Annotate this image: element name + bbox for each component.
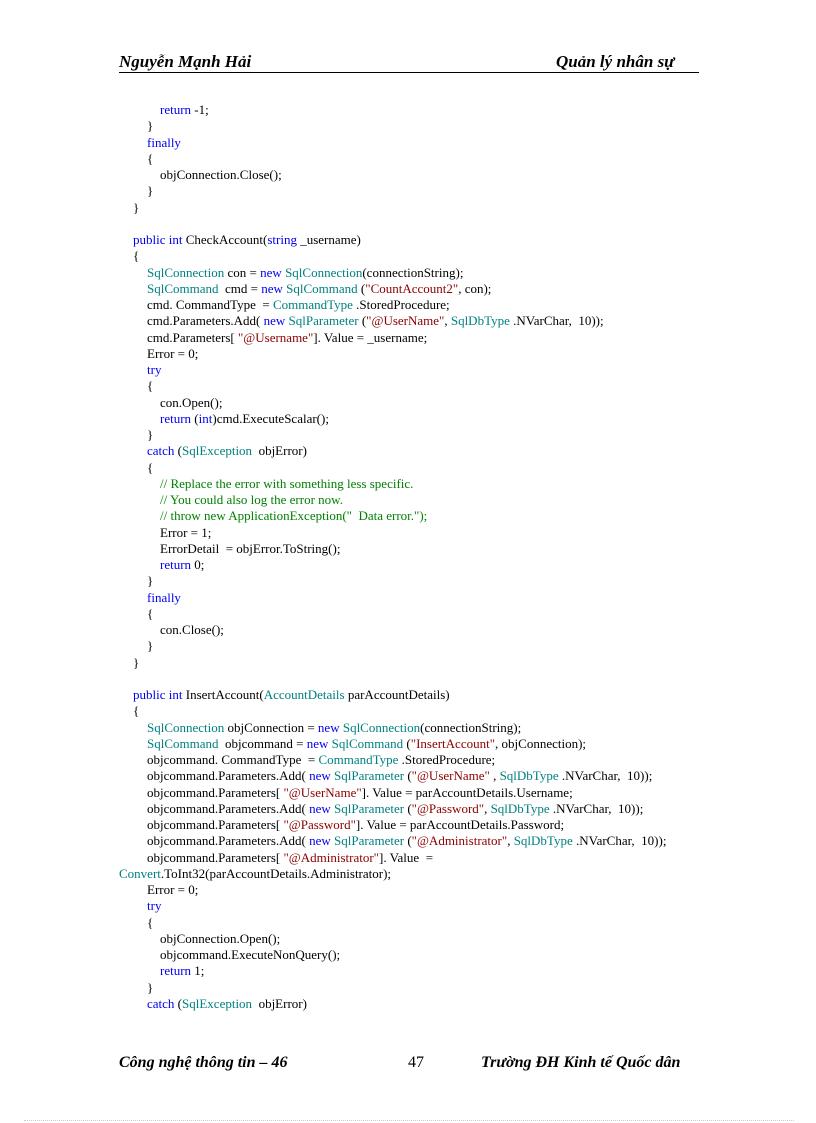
code-line bbox=[147, 313, 604, 329]
code-token: SqlException bbox=[182, 996, 253, 1011]
code-token: SqlDbType bbox=[499, 768, 559, 783]
code-token: SqlParameter bbox=[334, 801, 405, 816]
code-token: // You could also log the error now. bbox=[160, 492, 343, 507]
code-token: 0; bbox=[191, 557, 205, 572]
footer-right: Trường ĐH Kinh tế Quốc dân bbox=[481, 1054, 681, 1071]
code-line bbox=[147, 606, 153, 622]
code-token: objError) bbox=[252, 443, 307, 458]
code-line bbox=[147, 850, 433, 866]
code-line bbox=[147, 768, 652, 784]
code-token: .NVarChar, 10)); bbox=[549, 801, 644, 816]
code-token: objcommand.Parameters[ bbox=[147, 850, 284, 865]
code-line bbox=[147, 736, 586, 752]
code-token: ( bbox=[404, 768, 412, 783]
code-line bbox=[147, 135, 181, 151]
code-token: int bbox=[198, 411, 213, 426]
code-token: "@UserName" bbox=[366, 313, 445, 328]
code-token: SqlConnection bbox=[285, 265, 363, 280]
code-line bbox=[147, 638, 153, 654]
code-token: catch bbox=[147, 996, 175, 1011]
code-token: } bbox=[147, 427, 154, 442]
code-token: "@Administrator" bbox=[411, 833, 508, 848]
code-token: objError) bbox=[252, 996, 307, 1011]
code-token: "@Password" bbox=[283, 817, 356, 832]
code-line bbox=[147, 151, 153, 167]
code-token: SqlConnection bbox=[342, 720, 421, 735]
code-line bbox=[147, 265, 463, 281]
code-token: objConnection.Open(); bbox=[160, 931, 281, 946]
code-token: objcommand.Parameters.Add( bbox=[147, 801, 310, 816]
header-rule bbox=[119, 72, 699, 73]
code-line bbox=[147, 590, 181, 606]
code-token: objcommand.ExecuteNonQuery(); bbox=[160, 947, 341, 962]
code-line bbox=[147, 801, 643, 817]
code-token: , objConnection); bbox=[495, 736, 587, 751]
code-token: Convert bbox=[119, 866, 161, 881]
code-token: cmd.Parameters.Add( bbox=[147, 313, 264, 328]
code-token: SqlException bbox=[182, 443, 253, 458]
code-token: finally bbox=[147, 590, 181, 605]
code-token: .StoredProcedure; bbox=[398, 752, 496, 767]
code-token: InsertAccount( bbox=[182, 687, 264, 702]
code-token: finally bbox=[147, 135, 181, 150]
code-line bbox=[147, 297, 450, 313]
code-line bbox=[160, 102, 209, 118]
code-line bbox=[147, 362, 161, 378]
code-token: SqlParameter bbox=[334, 833, 405, 848]
code-token: { bbox=[133, 703, 140, 718]
code-token: "InsertAccount" bbox=[410, 736, 496, 751]
code-line bbox=[160, 476, 413, 492]
code-token: { bbox=[147, 606, 154, 621]
code-token: { bbox=[133, 248, 140, 263]
code-token: cmd = bbox=[218, 281, 262, 296]
code-token: new bbox=[261, 281, 283, 296]
code-token: int bbox=[168, 232, 183, 247]
code-line bbox=[147, 118, 153, 134]
code-token: ]. Value = _username; bbox=[313, 330, 428, 345]
code-token: AccountDetails bbox=[263, 687, 345, 702]
code-line bbox=[147, 330, 427, 346]
code-token: "@Administrator" bbox=[283, 850, 379, 865]
code-token: ( bbox=[404, 801, 412, 816]
code-token: ErrorDetail = objError.ToString(); bbox=[160, 541, 341, 556]
code-token: { bbox=[147, 460, 154, 475]
code-line bbox=[147, 443, 307, 459]
code-token: objcommand.Parameters[ bbox=[147, 785, 284, 800]
code-token: CommandType bbox=[318, 752, 399, 767]
code-token: ( bbox=[174, 443, 183, 458]
code-token: CommandType bbox=[272, 297, 353, 312]
page-number: 47 bbox=[408, 1054, 424, 1071]
code-line bbox=[133, 655, 139, 671]
code-token: ( bbox=[174, 996, 183, 1011]
code-line bbox=[147, 720, 521, 736]
code-token: objcommand = bbox=[218, 736, 307, 751]
code-token: new bbox=[263, 313, 286, 328]
code-token: objcommand. CommandType = bbox=[147, 752, 319, 767]
code-token: SqlParameter bbox=[334, 768, 405, 783]
code-token: "@Password" bbox=[411, 801, 485, 816]
code-token: ( bbox=[403, 736, 411, 751]
code-token: "CountAccount2" bbox=[365, 281, 459, 296]
code-token: "@Username" bbox=[237, 330, 314, 345]
code-token: objConnection = bbox=[224, 720, 318, 735]
code-token: } bbox=[147, 183, 154, 198]
code-token: "@UserName" bbox=[283, 785, 362, 800]
code-token: con = bbox=[224, 265, 261, 280]
code-line bbox=[160, 167, 282, 183]
code-token: SqlParameter bbox=[288, 313, 359, 328]
code-line bbox=[133, 232, 361, 248]
code-line bbox=[147, 833, 666, 849]
code-token: cmd.Parameters[ bbox=[147, 330, 238, 345]
code-token: SqlDbType bbox=[450, 313, 510, 328]
code-token: , bbox=[507, 833, 514, 848]
code-line bbox=[147, 378, 153, 394]
code-token: Error = 1; bbox=[160, 525, 212, 540]
code-token: "@UserName" bbox=[411, 768, 490, 783]
code-token: , con); bbox=[458, 281, 492, 296]
code-line bbox=[133, 703, 139, 719]
code-token: ]. Value = parAccountDetails.Password; bbox=[355, 817, 565, 832]
code-token: ]. Value = parAccountDetails.Username; bbox=[361, 785, 573, 800]
code-token: SqlCommand bbox=[147, 736, 219, 751]
code-line bbox=[147, 183, 153, 199]
code-line bbox=[160, 557, 204, 573]
footer-left: Công nghệ thông tin – 46 bbox=[119, 1054, 288, 1071]
code-token: SqlDbType bbox=[490, 801, 550, 816]
code-line bbox=[147, 915, 153, 931]
code-line bbox=[160, 622, 224, 638]
code-line bbox=[147, 752, 495, 768]
code-token: CheckAccount( bbox=[182, 232, 268, 247]
code-token: (connectionString); bbox=[362, 265, 464, 280]
code-line bbox=[147, 281, 491, 297]
code-token: .NVarChar, 10)); bbox=[509, 313, 604, 328]
code-token: } bbox=[147, 573, 154, 588]
code-line bbox=[160, 525, 211, 541]
page-edge-divider bbox=[24, 1120, 794, 1121]
code-line bbox=[147, 817, 564, 833]
code-token: (connectionString); bbox=[420, 720, 522, 735]
code-token: con.Close(); bbox=[160, 622, 224, 637]
code-line bbox=[160, 947, 340, 963]
code-line bbox=[160, 931, 280, 947]
code-token: string bbox=[267, 232, 297, 247]
code-line bbox=[147, 980, 153, 996]
code-token: 1; bbox=[191, 963, 205, 978]
code-line bbox=[160, 411, 329, 427]
code-token: new bbox=[309, 768, 331, 783]
code-token: ( bbox=[404, 833, 412, 848]
code-token: .StoredProcedure; bbox=[352, 297, 450, 312]
code-token: // Replace the error with something less specific. bbox=[160, 476, 414, 491]
header-author: Nguyễn Mạnh Hải bbox=[119, 52, 252, 71]
code-line bbox=[133, 200, 139, 216]
code-token: Error = 0; bbox=[147, 882, 199, 897]
code-token: SqlCommand bbox=[147, 281, 219, 296]
code-line bbox=[160, 395, 222, 411]
code-token: , bbox=[444, 313, 451, 328]
code-token: objcommand.Parameters.Add( bbox=[147, 768, 310, 783]
code-line bbox=[147, 882, 198, 898]
code-token: return bbox=[160, 102, 192, 117]
code-line bbox=[147, 346, 198, 362]
code-token: con.Open(); bbox=[160, 395, 223, 410]
code-line bbox=[160, 492, 343, 508]
code-line bbox=[119, 866, 391, 882]
code-token: new bbox=[306, 736, 329, 751]
code-token: new bbox=[260, 265, 282, 280]
code-token: SqlCommand bbox=[286, 281, 358, 296]
code-token: _username) bbox=[296, 232, 361, 247]
code-token: } bbox=[147, 980, 154, 995]
code-token: SqlDbType bbox=[513, 833, 573, 848]
code-token: ( bbox=[357, 281, 366, 296]
code-token: } bbox=[147, 638, 154, 653]
code-token: } bbox=[147, 118, 154, 133]
code-token: return bbox=[160, 557, 192, 572]
code-token: .ToInt32(parAccountDetails.Administrator); bbox=[160, 866, 392, 881]
code-token: SqlConnection bbox=[147, 265, 225, 280]
code-token: )cmd.ExecuteScalar(); bbox=[212, 411, 329, 426]
code-token: .NVarChar, 10)); bbox=[558, 768, 653, 783]
code-token: { bbox=[147, 151, 154, 166]
code-token: objcommand.Parameters.Add( bbox=[147, 833, 310, 848]
code-token: catch bbox=[147, 443, 175, 458]
code-line bbox=[160, 541, 340, 557]
code-token: public bbox=[133, 687, 166, 702]
code-token: Error = 0; bbox=[147, 346, 199, 361]
code-line bbox=[147, 427, 153, 443]
code-token: { bbox=[147, 915, 154, 930]
code-token: } bbox=[133, 200, 140, 215]
code-line bbox=[133, 248, 139, 264]
code-line bbox=[133, 687, 450, 703]
code-line bbox=[147, 898, 161, 914]
code-token: ]. Value = bbox=[379, 850, 434, 865]
code-token: return bbox=[160, 963, 192, 978]
code-token: { bbox=[147, 378, 154, 393]
code-token: , bbox=[484, 801, 491, 816]
code-token: , bbox=[489, 768, 500, 783]
code-token: new bbox=[309, 833, 331, 848]
code-line bbox=[160, 963, 204, 979]
code-token: int bbox=[168, 687, 183, 702]
code-token: objConnection.Close(); bbox=[160, 167, 282, 182]
header-title: Quản lý nhân sự bbox=[556, 52, 675, 71]
code-token: ( bbox=[358, 313, 367, 328]
code-token: new bbox=[309, 801, 331, 816]
code-token: try bbox=[147, 898, 162, 913]
code-token: .NVarChar, 10)); bbox=[572, 833, 667, 848]
code-line bbox=[160, 508, 427, 524]
code-token: // throw new ApplicationException(" Data error."); bbox=[160, 508, 428, 523]
code-token: -1; bbox=[191, 102, 209, 117]
code-token: try bbox=[147, 362, 162, 377]
code-token: public bbox=[133, 232, 166, 247]
code-token: new bbox=[317, 720, 340, 735]
code-line bbox=[147, 460, 153, 476]
code-token: objcommand.Parameters[ bbox=[147, 817, 284, 832]
code-line bbox=[147, 573, 153, 589]
code-token: return bbox=[160, 411, 192, 426]
code-token: parAccountDetails) bbox=[344, 687, 450, 702]
code-line bbox=[147, 785, 573, 801]
code-token: SqlConnection bbox=[147, 720, 225, 735]
code-token: ( bbox=[191, 411, 199, 426]
code-token: } bbox=[133, 655, 140, 670]
code-token: SqlCommand bbox=[331, 736, 404, 751]
code-line bbox=[147, 996, 307, 1012]
code-token: cmd. CommandType = bbox=[147, 297, 273, 312]
